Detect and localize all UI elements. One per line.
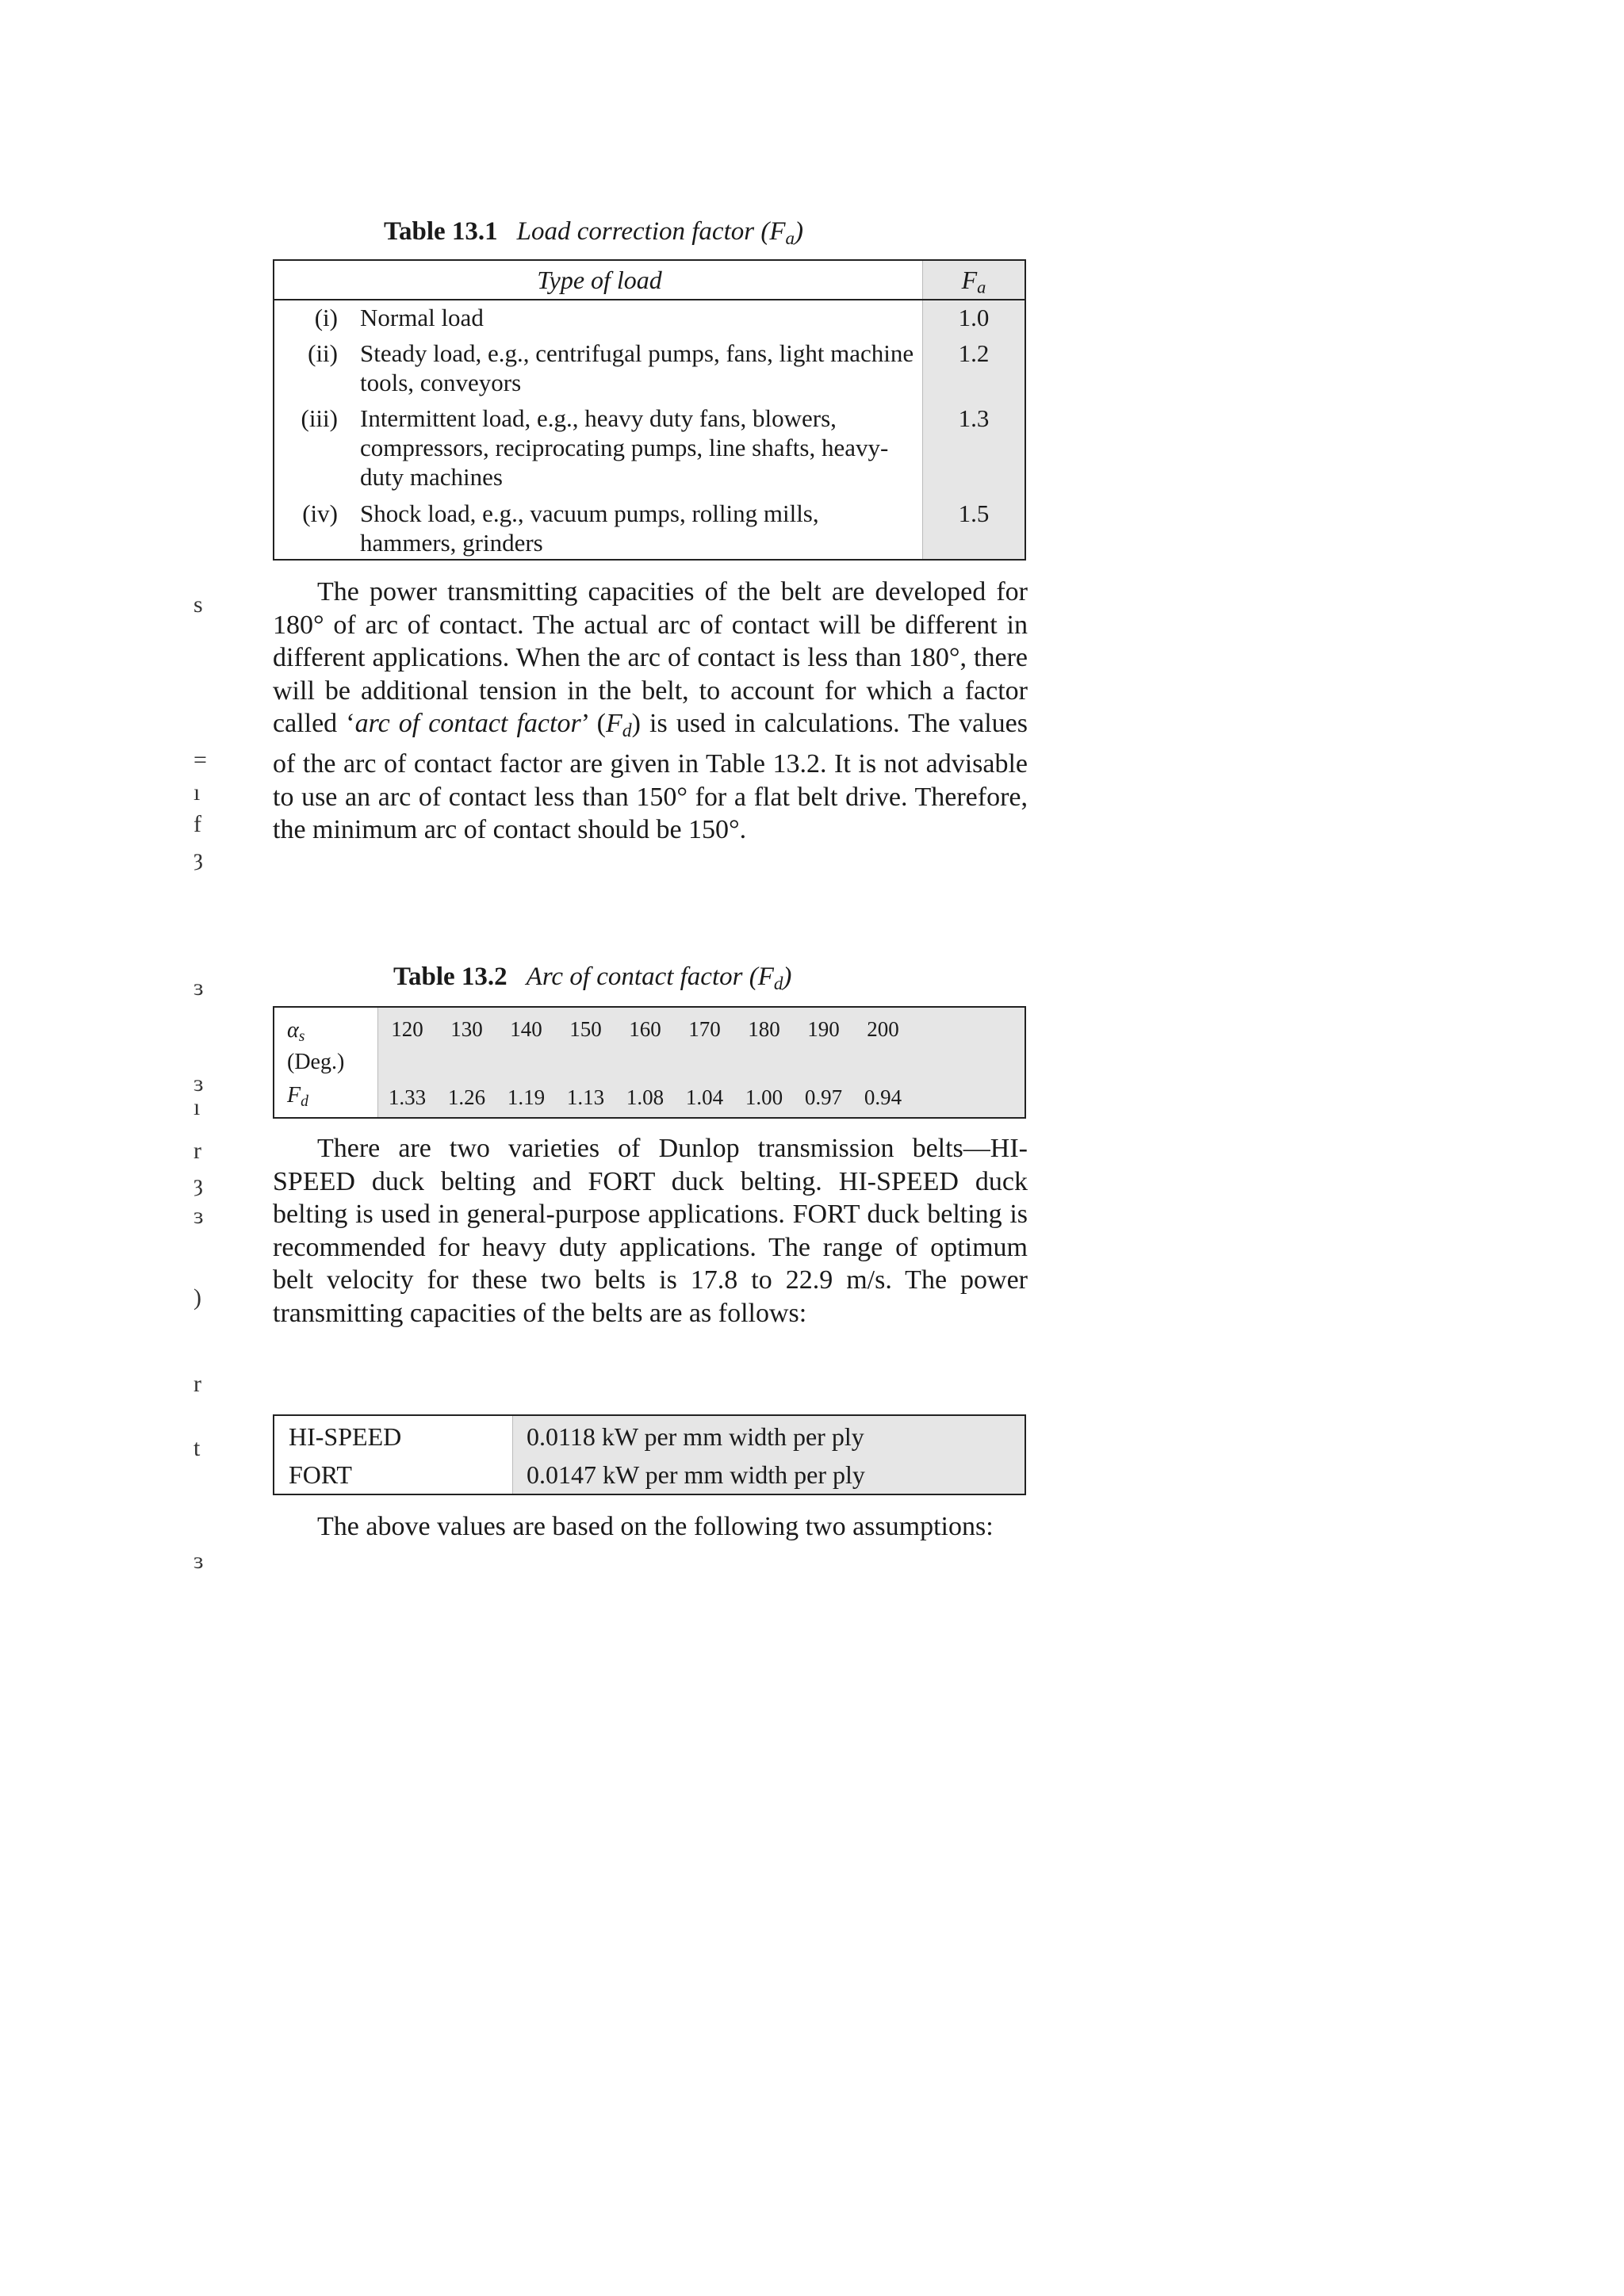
alpha-sub: s	[298, 1027, 305, 1045]
row-number: (ii)	[308, 339, 338, 367]
para-symbol-sub: d	[622, 720, 632, 741]
margin-glyph: ɜ	[193, 1203, 204, 1229]
table-title-sub: a	[785, 227, 795, 248]
factor-values	[377, 1084, 1025, 1111]
para-text: ’ (	[580, 709, 606, 738]
table-title-sub: d	[773, 972, 783, 993]
factor-value: 1.19	[507, 1085, 546, 1109]
factor-value: 1.13	[566, 1085, 605, 1109]
margin-glyph: ȝ	[193, 844, 203, 871]
row-description: Steady load, e.g., centrifugal pumps, fans, light machine tools, conveyors	[360, 339, 914, 396]
margin-glyph: ı	[193, 779, 201, 806]
factor-value: 1.04	[685, 1085, 724, 1109]
margin-glyph: r	[193, 1371, 201, 1397]
table-label: Table 13.1	[384, 217, 498, 246]
arc-of-contact-table	[273, 1006, 1026, 1119]
table-label: Table 13.2	[393, 962, 508, 991]
header-fa-symbol: F	[961, 266, 978, 294]
factor-row-label	[287, 1082, 308, 1115]
para-text: There are two varieties of Dunlop transmission belts—HI-SPEED duck belting and FORT duck belting. HI-SPEED duck belting is used in general-purpose applications. FORT duck belting is recommended for heavy duty applications. The range of optimum belt velocity for these two belts is 17.8 to 22.9 m/s. The power transmitting capacities of the belts are as follows:	[273, 1134, 1028, 1328]
angle-value: 180	[748, 1017, 780, 1041]
factor-value: 1.00	[745, 1085, 783, 1109]
para-text: The power transmitting capacities of the belt are developed for 180° of arc of contact. The actual arc of contact will be different in different applications. When the arc of contact is less than 180°, there will be additional tension in the belt, to account for which a factor called ‘	[273, 577, 1028, 738]
angle-value: 150	[569, 1017, 602, 1041]
factor-value: 0.94	[864, 1085, 902, 1109]
factor-value: 0.97	[804, 1085, 843, 1109]
table-title-text: Load correction factor (F	[516, 217, 786, 246]
belt-capacity-table	[273, 1414, 1026, 1495]
row-description: Intermittent load, e.g., heavy duty fans, blowers, compressors, reciprocating pumps, line shafts, heavy-duty machines	[360, 404, 889, 491]
row-value: 1.3	[958, 404, 990, 432]
belt-name: FORT	[289, 1460, 352, 1489]
row-number: (iv)	[302, 499, 338, 527]
paragraph-arc-of-contact	[273, 576, 1028, 847]
margin-glyph: ȝ	[193, 1170, 203, 1196]
para-text: The above values are based on the following two assumptions:	[317, 1512, 994, 1541]
alpha-symbol: α	[287, 1018, 299, 1043]
row-number: (iii)	[301, 404, 338, 432]
fd-symbol: F	[287, 1083, 301, 1108]
margin-glyph: )	[193, 1284, 201, 1311]
para-text: ) is used in calculations. The values of the arc of contact factor are given in Table 13.2. It is not advisable to use an arc of contact less than 150° for a flat belt drive. Therefore, the minimum arc of contact should be 150°.	[273, 709, 1028, 845]
margin-glyph: =	[193, 747, 207, 773]
margin-glyph: ı	[193, 1094, 201, 1120]
margin-glyph: ɜ	[193, 974, 204, 1001]
margin-glyph: ɜ	[193, 1070, 204, 1096]
factor-value: 1.08	[626, 1085, 665, 1109]
angle-value: 200	[867, 1017, 899, 1041]
factor-value: 1.33	[388, 1085, 427, 1109]
angle-value: 140	[510, 1017, 542, 1041]
table-13-1-caption	[384, 216, 803, 254]
fd-sub: d	[301, 1093, 308, 1110]
angle-values	[377, 1016, 1025, 1043]
table-title-end: )	[795, 217, 804, 246]
angle-value: 130	[450, 1017, 483, 1041]
table-title	[517, 217, 803, 246]
belt-capacity: 0.0118 kW per mm width per ply	[527, 1422, 864, 1451]
angle-value: 120	[391, 1017, 423, 1041]
angle-value: 170	[688, 1017, 721, 1041]
angle-row-label	[287, 1017, 304, 1050]
margin-glyph: r	[193, 1138, 201, 1164]
paragraph-dunlop-belts	[273, 1132, 1028, 1330]
margin-glyph: s	[193, 591, 203, 618]
table-title-text: Arc of contact factor (F	[526, 962, 774, 991]
row-number: (i)	[314, 304, 338, 331]
factor-value: 1.26	[447, 1085, 486, 1109]
margin-glyph: f	[193, 811, 201, 837]
para-symbol: F	[605, 709, 622, 738]
belt-capacity: 0.0147 kW per mm width per ply	[527, 1460, 865, 1489]
angle-value: 160	[629, 1017, 661, 1041]
load-correction-table	[273, 259, 1026, 561]
angle-value: 190	[807, 1017, 840, 1041]
row-description: Shock load, e.g., vacuum pumps, rolling mills, hammers, grinders	[360, 499, 819, 557]
table-13-2-caption	[393, 961, 791, 999]
paragraph-assumptions	[273, 1510, 1028, 1544]
table-title-end: )	[783, 962, 792, 991]
header-type-of-load: Type of load	[537, 266, 662, 294]
header-fa-sub: a	[977, 277, 986, 297]
row-value: 1.5	[958, 499, 990, 527]
margin-glyph: t	[193, 1435, 201, 1461]
row-description: Normal load	[360, 304, 484, 331]
header-fa	[923, 264, 1025, 304]
row-value: 1.0	[958, 304, 990, 331]
table-title	[527, 962, 792, 991]
margin-glyph: ɜ	[193, 1548, 204, 1574]
angle-row-unit: (Deg.)	[287, 1050, 345, 1074]
belt-name: HI-SPEED	[289, 1422, 402, 1451]
row-value: 1.2	[958, 339, 990, 367]
para-italic-term: arc of contact factor	[354, 709, 581, 738]
header-divider	[274, 299, 1025, 300]
